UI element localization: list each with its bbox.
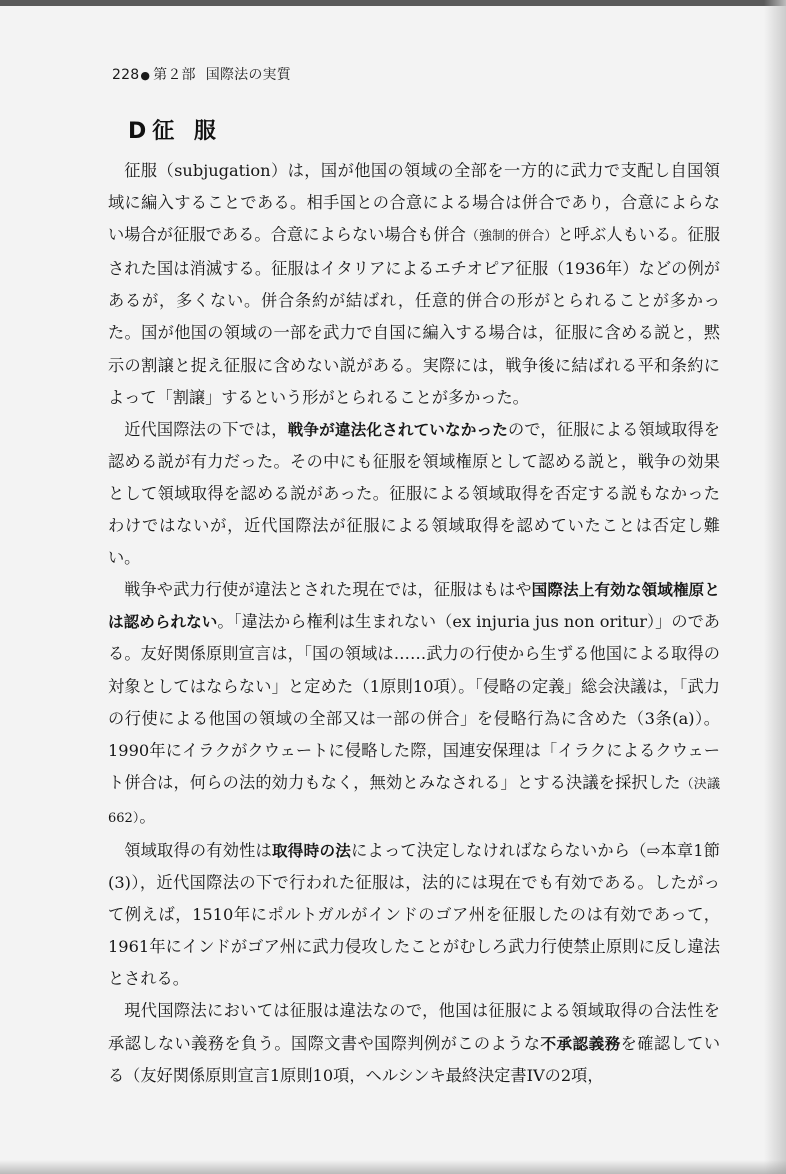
paragraph: [108, 155, 720, 414]
paragraph-text: 領域取得の有効性は: [124, 840, 272, 860]
body-text: [108, 155, 720, 1092]
bullet-separator: ●: [140, 69, 151, 82]
paragraph: [108, 414, 720, 574]
page-bottom-edge: [0, 1160, 786, 1174]
emphasis-text: 取得時の法: [271, 841, 352, 860]
paragraph: [108, 574, 720, 835]
part-title: 国際法の実質: [205, 67, 291, 83]
paragraph-text: と呼ぶ人もいる。征服された国は消滅する。征服はイタリアによるエチオピア征服（1936年）などの例があるが，多くない。併合条約が結ばれ，任意的併合の形がとられることが多かった。国が他国の領域の一部を武力で自国に編入する場合は，征服に含める説と，黙示の割譲と捉え征服に含めない説がある。実際には，戦争後に結ばれる平和条約によって「割譲」するという形がとられることが多かった。: [108, 225, 721, 407]
annotation-text: （強制的併合）: [465, 229, 558, 245]
paragraph-text: 近代国際法の下では，: [124, 419, 288, 439]
page-number: 228: [112, 67, 140, 83]
section-letter: D: [128, 119, 147, 144]
page-gutter-shadow: [764, 0, 786, 1174]
scan-top-border: [0, 0, 786, 6]
paragraph-text: 征服（subjugation）は，国が他国の領域の全部を一方的に武力で支配し自国領域に編入することである。相手国との合意による場合は併合であり，合意によらない場合が征服である。合意によらない場合も併合: [108, 161, 720, 245]
paragraph-text: 。「違法から権利は生まれない（ex injuria jus non oritur）」のである。友好関係原則宣言は，「国の領域は……武力の行使から生ずる他国による取得の対象としてはならない」と定めた（1原則10項）。「侵略の定義」総会決議は，「武力の行使による他国の領域の全部又は一部の併合」を侵略行為に含めた（3条(a)）。1990年にイラクがクウェートに侵略した際，国連安保理は「イラクによるクウェート併合は，何らの法的効力もなく，無効とみなされる」とする決議を採択した: [108, 612, 720, 792]
emphasis-text: 不承認義務: [540, 1034, 621, 1053]
annotation-text: （決議662）: [108, 776, 720, 826]
paragraph-text: を確認している（友好関係原則宣言1原則10項，ヘルシンキ最終決定書IVの2項，: [108, 1033, 721, 1085]
paragraph-text: 。: [139, 806, 156, 826]
section-title: 征 服: [152, 119, 222, 144]
paragraph: [108, 995, 720, 1091]
running-head: [112, 64, 291, 84]
paragraph: [108, 835, 720, 995]
emphasis-text: 国際法上有効な領域権原とは認められない: [108, 581, 720, 632]
section-heading: [128, 114, 222, 145]
paragraph-text: 現代国際法においては征服は違法なので，他国は征服による領域取得の合法性を承認しない義務を負う。国際文書や国際判例がこのような: [108, 1001, 720, 1053]
emphasis-text: 戦争が違法化されていなかった: [287, 420, 509, 439]
paragraph-text: ので，征服による領域取得を認める説が有力だった。その中にも征服を領域権原として認める説と，戦争の効果として領域取得を認める説があった。征服による領域取得を否定する説もなかったわけではないが，近代国際法が征服による領域取得を認めていたことは否定し難い。: [108, 419, 720, 568]
paragraph-text: 戦争や武力行使が違法とされた現在では，征服はもはや: [124, 580, 532, 600]
part-label: 第２部: [153, 67, 196, 83]
paragraph-text: によって決定しなければならないから（⇨本章1節(3)），近代国際法の下で行われた征服は，法的には現在でも有効である。したがって例えば，1510年にポルトガルがインドのゴア州を征服したのは有効であって，1961年にインドがゴア州に武力侵攻したことがむしろ武力行使禁止原則に反し違法とされる。: [108, 840, 720, 989]
